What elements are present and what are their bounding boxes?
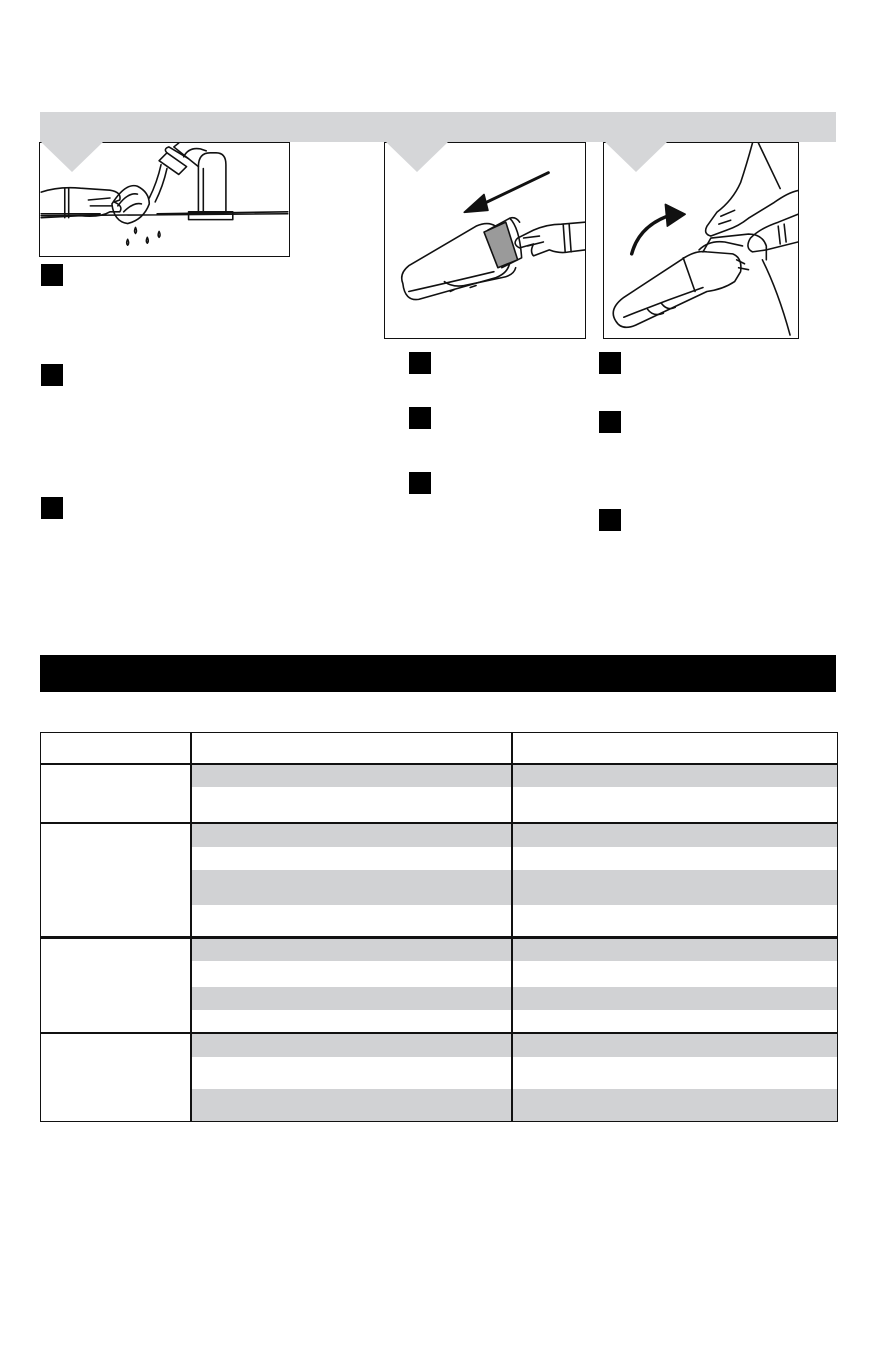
section-heading-bar xyxy=(40,655,836,692)
illustration-banner xyxy=(40,112,836,142)
table-row-shade xyxy=(191,987,837,1010)
table-row-shade xyxy=(191,1089,837,1121)
table-column-divider xyxy=(511,733,513,1121)
table-row-shade xyxy=(191,1034,837,1057)
table-column-divider xyxy=(190,733,192,1121)
table-row-shade xyxy=(191,764,837,787)
step-marker-a2 xyxy=(41,364,63,386)
table-header-divider xyxy=(41,763,837,765)
table-group-divider xyxy=(41,936,837,939)
table-row-shade xyxy=(191,870,837,905)
banner-tab-2 xyxy=(386,142,448,172)
step-marker-c1 xyxy=(599,352,621,374)
step-marker-a1 xyxy=(41,264,63,286)
table-row-shade xyxy=(191,938,837,961)
banner-tab-3 xyxy=(605,142,667,172)
banner-tab-1 xyxy=(41,142,103,172)
troubleshooting-table xyxy=(40,732,838,1122)
table-group-divider xyxy=(41,822,837,824)
table-row-shade xyxy=(191,824,837,847)
step-marker-a3 xyxy=(41,497,63,519)
step-marker-b1 xyxy=(409,352,431,374)
table-group-divider xyxy=(41,1032,837,1034)
step-marker-b2 xyxy=(409,407,431,429)
step-marker-b3 xyxy=(409,472,431,494)
step-marker-c3 xyxy=(599,509,621,531)
step-marker-c2 xyxy=(599,411,621,433)
